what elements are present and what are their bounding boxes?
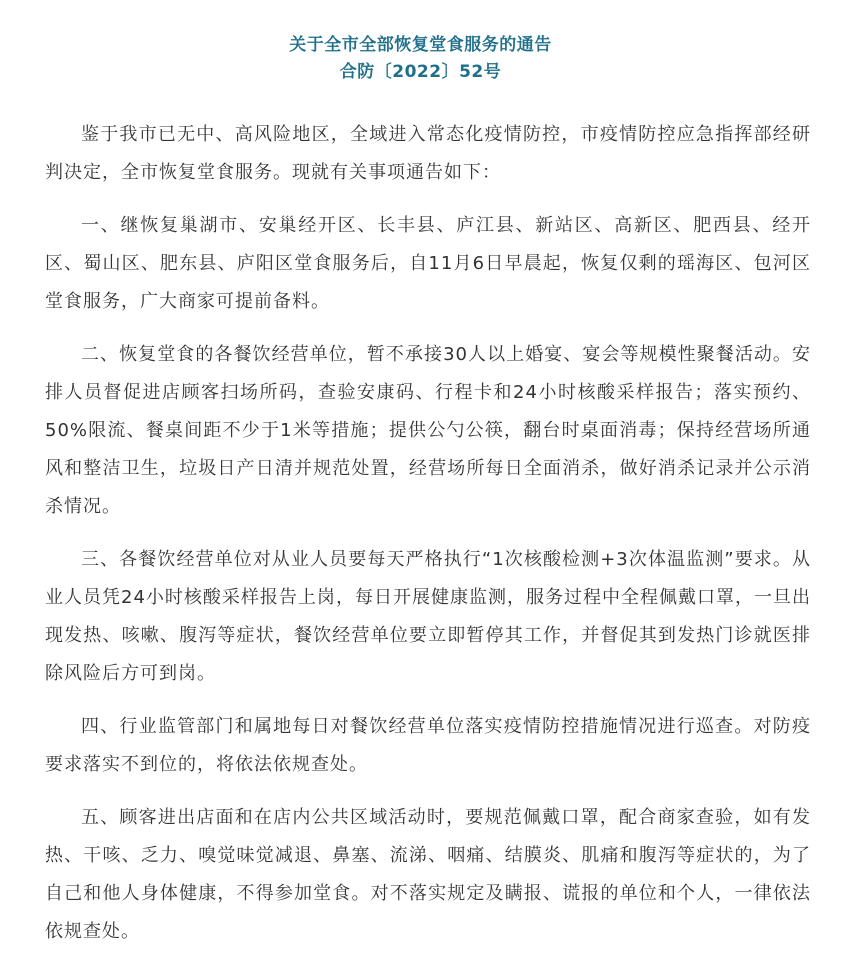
item-2-paragraph: 二、恢复堂食的各餐饮经营单位，暂不承接30人以上婚宴、宴会等规模性聚餐活动。安排人员督促进店顾客扫场所码，查验安康码、行程卡和24小时核酸采样报告；落实预约、50%限流、餐桌间距不少于1米等措施；提供公勺公筷，翻台时桌面消毒；保持经营场所通风和整洁卫生，垃圾日产日清并规范处置，经营场所每日全面消杀，做好消杀记录并公示消杀情况。 [45, 344, 811, 517]
intro-paragraph: 鉴于我市已无中、高风险地区，全域进入常态化疫情防控，市疫情防控应急指挥部经研判决定，全市恢复堂食服务。现就有关事项通告如下： [45, 124, 811, 183]
document-header [0, 32, 841, 86]
document-title: 关于全市全部恢复堂食服务的通告 [289, 35, 552, 55]
item-3-paragraph: 三、各餐饮经营单位对从业人员要每天严格执行“1次核酸检测+3次体温监测”要求。从业人员凭24小时核酸采样报告上岗，每日开展健康监测，服务过程中全程佩戴口罩，一旦出现发热、咳嗽、腹泻等症状，餐饮经营单位要立即暂停其工作，并督促其到发热门诊就医排除风险后方可到岗。 [45, 549, 811, 684]
item-1-paragraph: 一、继恢复巢湖市、安巢经开区、长丰县、庐江县、新站区、高新区、肥西县、经开区、蜀山区、肥东县、庐阳区堂食服务后，自11月6日早晨起，恢复仅剩的瑶海区、包河区堂食服务，广大商家可提前备料。 [45, 215, 811, 312]
item-4-paragraph: 四、行业监管部门和属地每日对餐饮经营单位落实疫情防控措施情况进行巡查。对防疫要求落实不到位的，将依法依规查处。 [45, 716, 811, 775]
document-body [45, 116, 811, 966]
item-5-paragraph: 五、顾客进出店面和在店内公共区域活动时，要规范佩戴口罩，配合商家查验，如有发热、干咳、乏力、嗅觉味觉减退、鼻塞、流涕、咽痛、结膜炎、肌痛和腹泻等症状的，为了自己和他人身体健康，不得参加堂食。对不落实规定及瞒报、谎报的单位和个人，一律依法依规查处。 [45, 807, 811, 942]
document-number: 合防〔2022〕52号 [339, 62, 502, 82]
